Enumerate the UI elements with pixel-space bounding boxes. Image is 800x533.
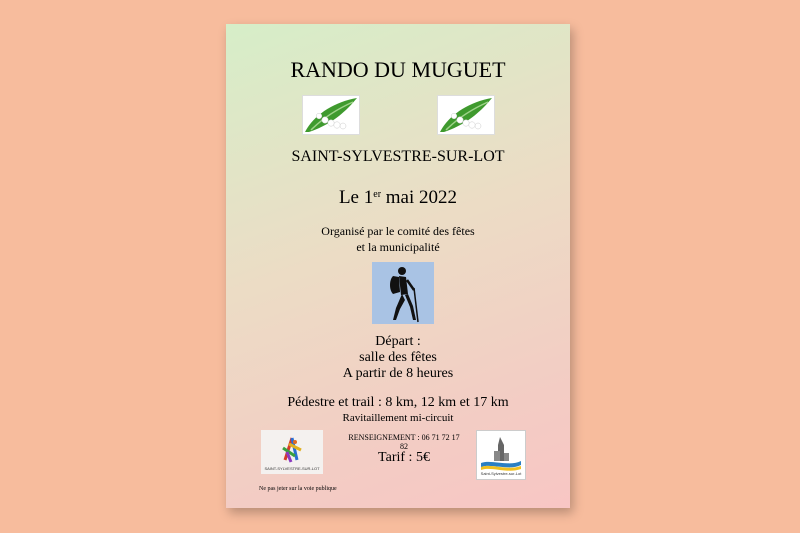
hiker-image xyxy=(372,262,434,324)
organizer-line-2: et la municipalité xyxy=(356,240,440,254)
departure-place: salle des fêtes xyxy=(359,350,437,365)
lily-of-the-valley-image-right xyxy=(437,95,495,135)
date-suffix: mai 2022 xyxy=(381,187,458,208)
departure-info xyxy=(226,334,570,382)
municipality-logo xyxy=(476,430,526,480)
event-date xyxy=(226,187,570,209)
committee-logo xyxy=(261,430,323,474)
supply-info: Ravitaillement mi-circuit xyxy=(342,412,454,424)
departure-time: A partir de 8 heures xyxy=(342,366,454,381)
routes-info: Pédestre et trail : 8 km, 12 km et 17 km xyxy=(287,395,509,410)
organizer-text xyxy=(226,223,570,255)
event-poster xyxy=(226,24,570,508)
price-info: Tarif : 5€ xyxy=(378,450,430,465)
lily-of-the-valley-image-left xyxy=(302,95,360,135)
date-prefix: Le 1 xyxy=(338,187,374,208)
organizer-line-1: Organisé par le comité des fêtes xyxy=(321,224,475,238)
poster-title: RANDO DU MUGUET xyxy=(290,57,506,82)
departure-label: Départ : xyxy=(375,334,421,349)
date-ordinal: er xyxy=(373,189,382,200)
contact-info: RENSEIGNEMENT : 06 71 72 17 82 xyxy=(348,433,460,451)
municipality-logo-caption: Saint-Sylvestre-sur-Lot xyxy=(480,471,522,476)
footer-note: Ne pas jeter sur la voie publique xyxy=(259,486,337,492)
town-name: SAINT-SYLVESTRE-SUR-LOT xyxy=(291,148,505,165)
hiker-silhouette-icon xyxy=(372,262,434,324)
committee-logo-caption: SAINT-SYLVESTRE-SUR-LOT xyxy=(264,466,320,471)
